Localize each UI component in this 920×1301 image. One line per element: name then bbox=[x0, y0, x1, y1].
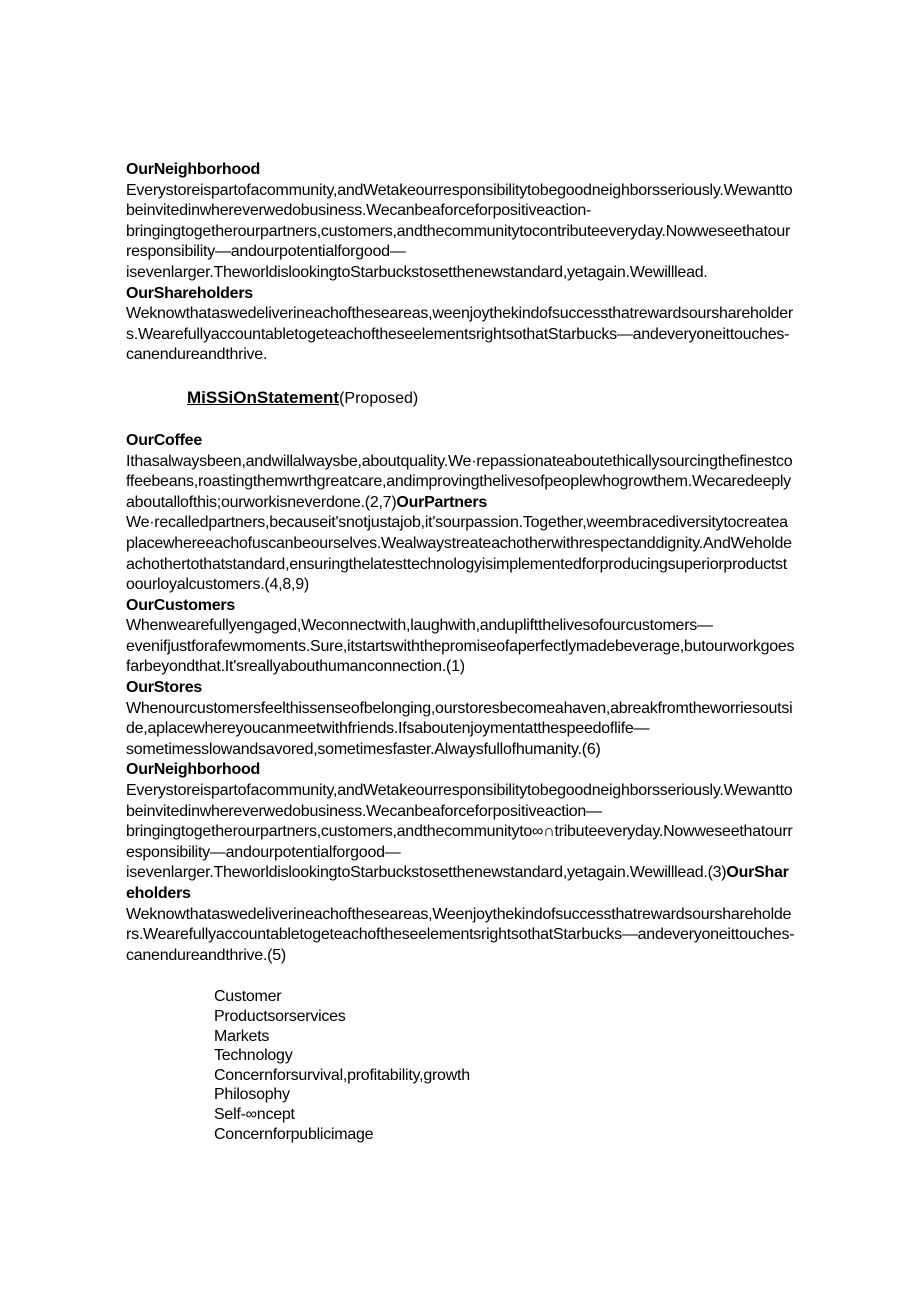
partners-text: We·recalledpartners,becauseit'snotjustajob,it'sourpassion.Together,weembracediversitytocreatea bbox=[126, 514, 788, 532]
coffee-text: ffeebeans,roastingthemwrthgreatcare,andimprovingthelivesofpeoplewhogrowthem.Wecaredeeply bbox=[126, 473, 791, 491]
shareholders-text-2: Weknowthataswedeliverineachoftheseareas,Weenjoythekindofsuccessthatrewardsourshareholde bbox=[126, 905, 792, 923]
neighborhood-text-2: beinvitedinwhereverwedobusiness.Wecanbeaforceforpositiveaction— bbox=[126, 802, 602, 820]
customers-text: Whenwearefullyengaged,Weconnectwith,laughwith,andupliftthelivesofourcustomers— bbox=[126, 617, 713, 635]
neighborhood-text-1: isevenlarger.TheworldislookingtoStarbuckstosetthenewstandard,yetagain.Wewilllead. bbox=[126, 263, 708, 281]
shareholders-text-1: canendureandthrive. bbox=[126, 346, 268, 364]
neighborhood-text-1: beinvitedinwhereverwedobusiness.Wecanbeaforceforpositiveaction- bbox=[126, 202, 592, 220]
coffee-text: Ithasalwaysbeen,andwillalwaysbe,aboutquality.We·repassionateaboutethicallysourcingthefinestco bbox=[126, 452, 793, 470]
neighborhood-text-2: esponsibility—andourpotentialforgood— bbox=[126, 843, 401, 861]
list-item: Productsorservices bbox=[214, 1007, 346, 1025]
partners-text: oourloyalcustomers.(4,8,9) bbox=[126, 576, 309, 594]
neighborhood-text-2: isevenlarger.TheworldislookingtoStarbuckstosetthenewstandard,yetagain.Wewilllead.(3) bbox=[126, 864, 727, 882]
list-item: Philosophy bbox=[214, 1086, 290, 1104]
partners-heading: OurPartners bbox=[396, 493, 488, 511]
neighborhood-text-1: responsibility—andourpotentialforgood— bbox=[126, 243, 406, 261]
neighborhood-text-2: Everystoreispartofacommunity,andWetakeourresponsibilitytobegoodneighborsseriously.Wewantto bbox=[126, 782, 793, 800]
coffee-text: aboutallofthis;ourworkisneverdone.(2,7) bbox=[126, 493, 397, 511]
components-list bbox=[126, 987, 862, 1144]
mission-title-line bbox=[187, 387, 862, 410]
neighborhood-text-last bbox=[126, 863, 862, 884]
shareholders-heading-2: eholders bbox=[126, 885, 191, 902]
stores-text: de,aplacewhereyoucanmeetwithfriends.Ifsaboutenjoymentatthespeedoflife— bbox=[126, 720, 650, 738]
neighborhood-heading-1: OurNeighborhood bbox=[126, 161, 261, 178]
shareholders-text-1: Weknowthataswedeliverineachoftheseareas,weenjoythekindofsuccessthatrewardsourshareholder bbox=[126, 305, 793, 323]
stores-text: Whenourcustomersfeelthissenseofbelonging,ourstoresbecomeahaven,abreakfromtheworriesoutsi bbox=[126, 699, 793, 717]
neighborhood-text-2: bringingtogetherourpartners,customers,andthecommunityto∞∩tributeeveryday.Nowweseethatourr bbox=[126, 823, 793, 841]
customers-text: evenifjustforafewmoments.Sure,itstartswiththepromiseofaperfectlymadebeverage,butourworkgoes bbox=[126, 637, 795, 655]
customers-text: farbeyondthat.It'sreallyabouthumanconnection.(1) bbox=[126, 658, 465, 676]
neighborhood-text-1: Everystoreispartofacommunity,andWetakeourresponsibilitytobegoodneighborsseriously.Wewantto bbox=[126, 181, 793, 199]
shareholders-heading-2: OurShar bbox=[726, 864, 789, 882]
neighborhood-text-1: bringingtogetherourpartners,customers,andthecommunitytocontributeeveryday.Nowweseethatour bbox=[126, 222, 791, 240]
stores-text: sometimesslowandsavored,sometimesfaster.Alwaysfullofhumanity.(6) bbox=[126, 740, 601, 758]
stores-heading: OurStores bbox=[126, 679, 202, 697]
list-item: Markets bbox=[214, 1027, 270, 1045]
partners-text: achothertothatstandard,ensuringthelatesttechnologyisimplementedforproducingsuperiorproductst bbox=[126, 555, 787, 573]
shareholders-text-2: rs.WearefullyaccountabletogeteachoftheseelementsrightsothatStarbucks—andeveryoneittouches- bbox=[126, 926, 795, 944]
coffee-text-last bbox=[126, 493, 862, 514]
list-item: Customer bbox=[214, 988, 282, 1006]
list-item: Concernforpublicimage bbox=[214, 1125, 374, 1143]
partners-text: placewhereeachofuscanbeourselves.Wealwaystreateachotherwithrespectanddignity.AndWeholde bbox=[126, 534, 792, 552]
mission-title: MiSSiOnStatement bbox=[187, 387, 340, 407]
shareholders-heading-1: OurShareholders bbox=[126, 284, 253, 302]
list-item: Concernforsurvival,profitability,growth bbox=[214, 1066, 470, 1084]
shareholders-text-1: s.WearefullyaccountabletogeteachoftheseelementsrightsothatStarbucks—andeveryoneittouches- bbox=[126, 325, 790, 343]
shareholders-text-2: canendureandthrive.(5) bbox=[126, 946, 286, 964]
coffee-heading: OurCoffee bbox=[126, 431, 202, 449]
document-page bbox=[126, 160, 862, 1144]
mission-title-suffix: (Proposed) bbox=[339, 389, 419, 407]
list-item: Self-∞ncept bbox=[214, 1105, 295, 1123]
customers-heading: OurCustomers bbox=[126, 596, 236, 614]
list-item: Technology bbox=[214, 1047, 293, 1065]
neighborhood-heading-2: OurNeighborhood bbox=[126, 761, 261, 779]
